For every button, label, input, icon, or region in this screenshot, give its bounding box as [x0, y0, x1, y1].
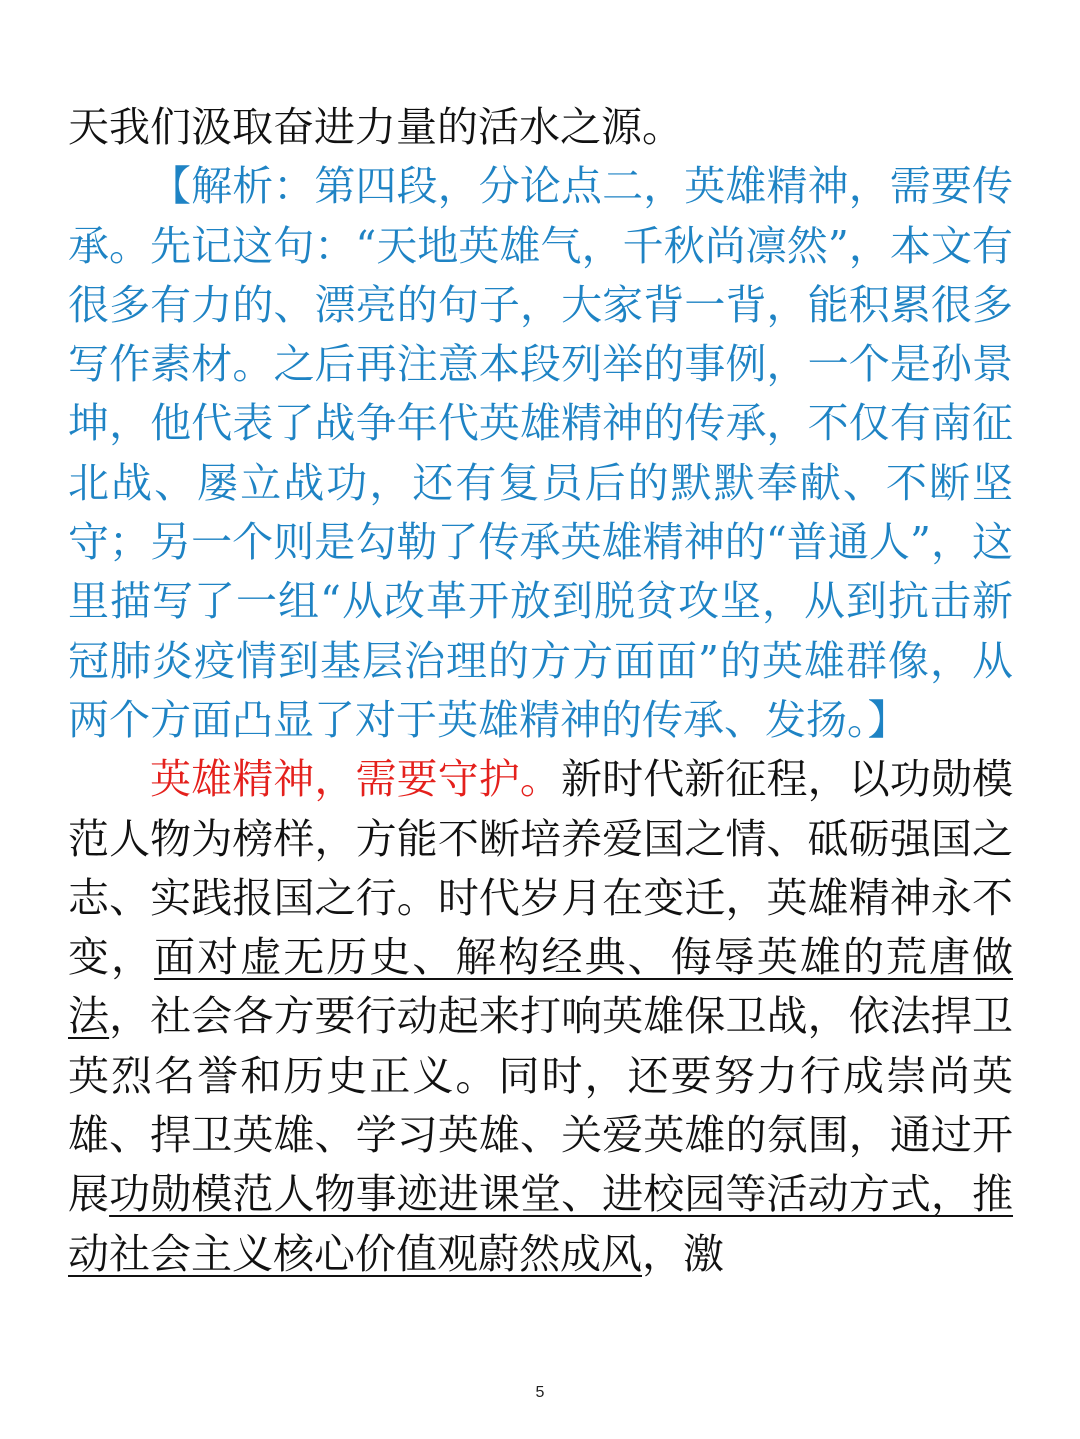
- underlined-text: 功勋模范人物事迹进课堂、进校园等活动方式，推动社会主义核心价值观蔚然成风: [68, 1170, 1014, 1278]
- underlined-text: 面对虚无历史、解构经典、侮辱英雄的荒唐做法: [68, 933, 1014, 1041]
- body-text: 新时代新征程，以功勋模范人物为榜样，方能不断培养爱国之情、砥砺强国之志、实践报国之行。时代岁月在变迁，英雄精神永不变，: [68, 755, 1013, 982]
- body-text: ，激: [642, 1229, 724, 1278]
- section-heading: 英雄精神，需要守护。: [150, 755, 561, 804]
- body-text: ，社会各方要行动起来打响英雄保卫战，依法捍卫英烈名誉和历史正义。同时，还要努力行成崇尚英雄、捍卫英雄、学习英雄、关爱英雄的氛围，通过开展: [68, 992, 1014, 1219]
- page-number: 5: [535, 1384, 545, 1401]
- paragraph-continuation: 天我们汲取奋进力量的活水之源。: [68, 103, 683, 151]
- document-page: [68, 98, 1013, 1284]
- paragraph-heroic-spirit-guard: [68, 750, 1013, 1284]
- analysis-paragraph: 【解析：第四段，分论点二，英雄精神，需要传承。先记这句：“天地英雄气，千秋尚凛然”，本文有很多有力的、漂亮的句子，大家背一背，能积累很多写作素材。之后再注意本段列举的事例，一个是孙景坤，他代表了战争年代英雄精神的传承，不仅有南征北战、屡立战功，还有复员后的默默奉献、不断坚守；另一个则是勾勒了传承英雄精神的“普通人”，这里描写了一组“从改革开放到脱贫攻坚，从到抗击新冠肺炎疫情到基层治理的方方面面”的英雄群像，从两个方面凸显了对于英雄精神的传承、发扬。】: [68, 162, 1013, 744]
